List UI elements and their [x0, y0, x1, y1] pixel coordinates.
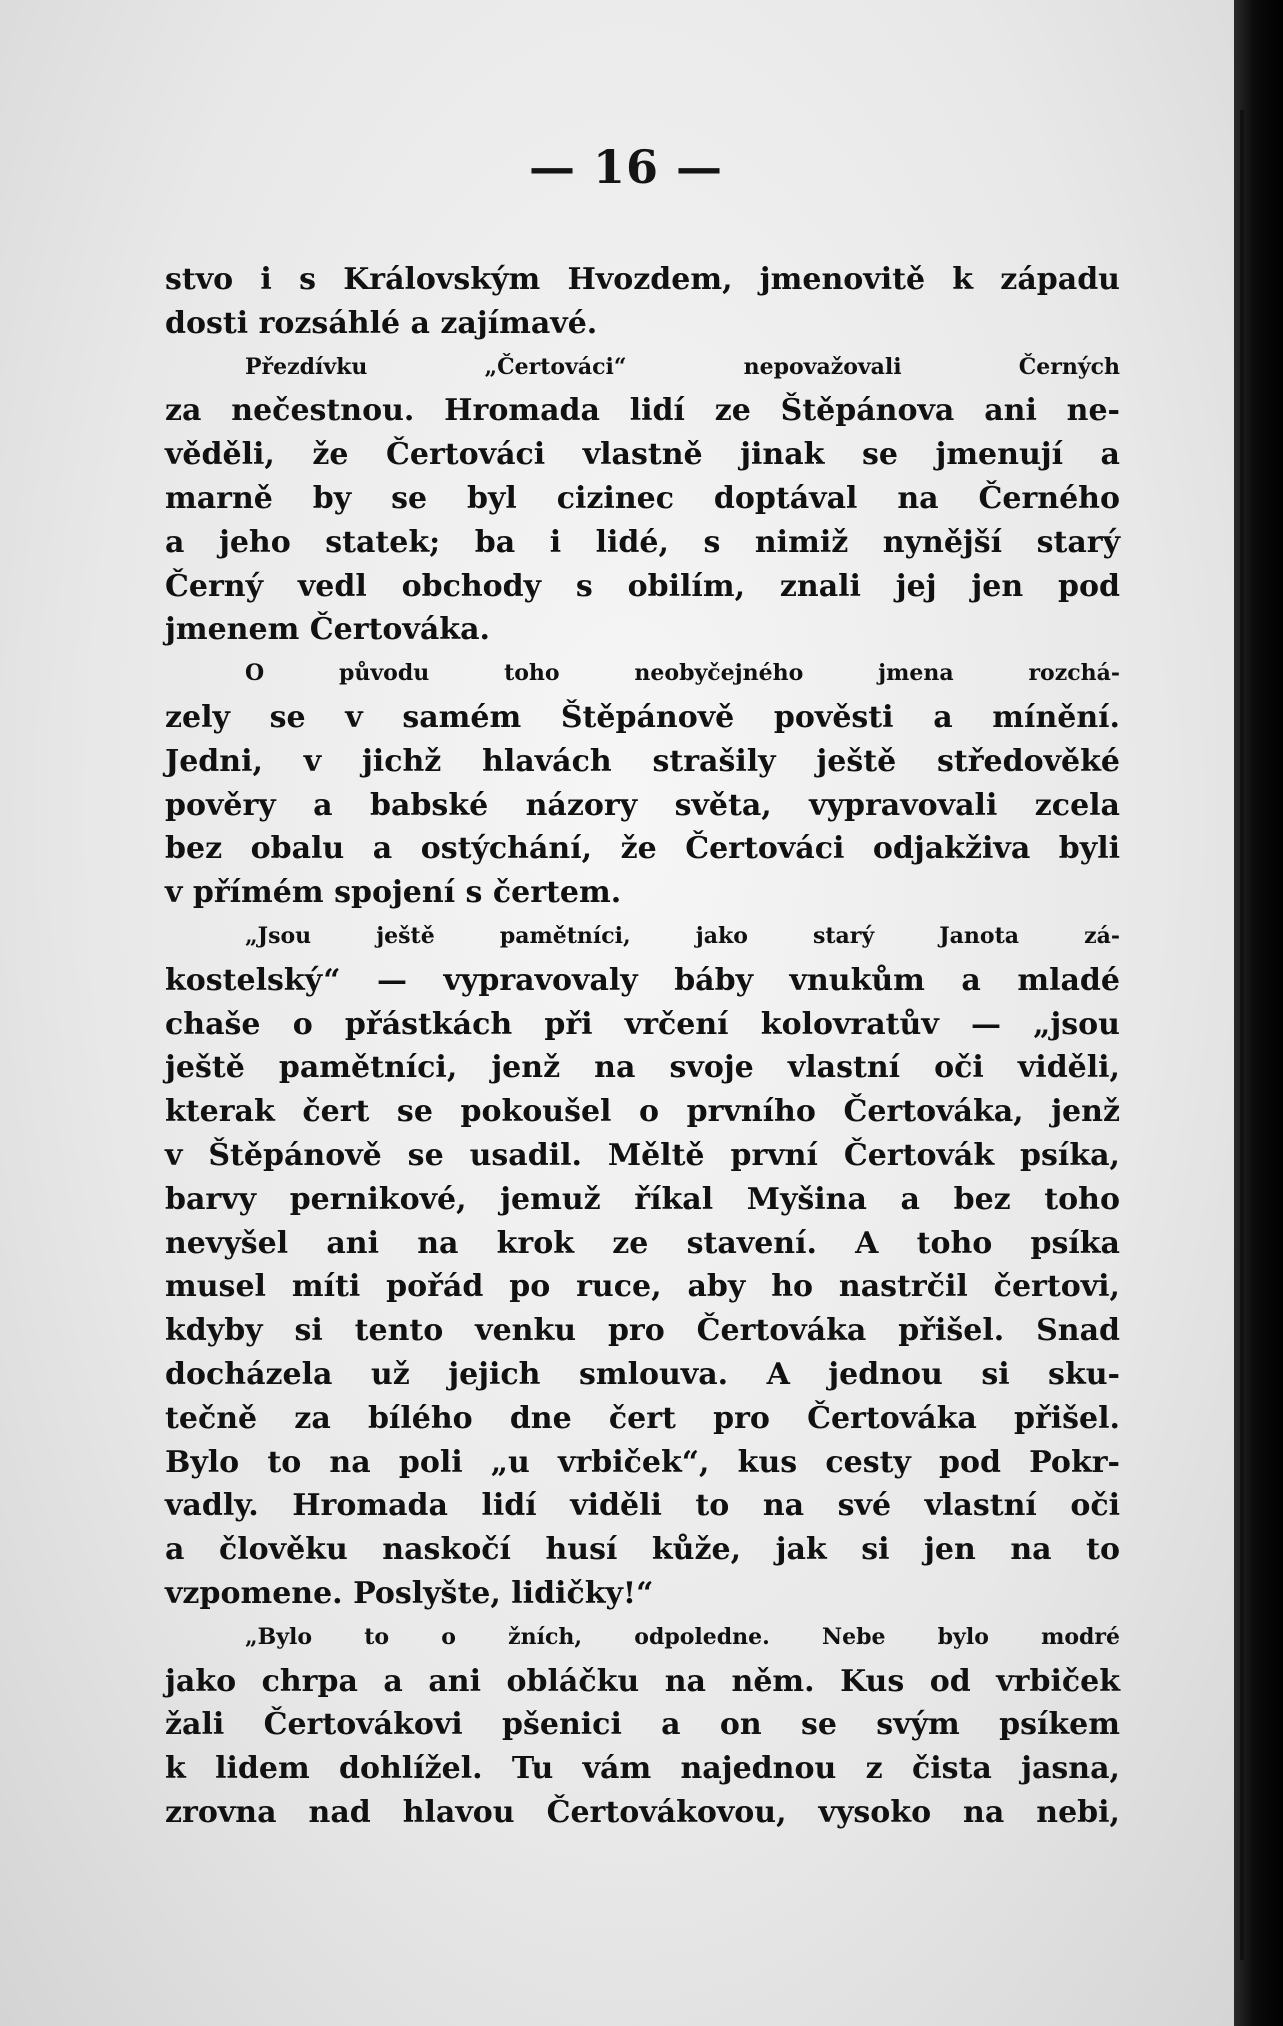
text-line: vzpomene. Poslyšte, lidičky!“	[165, 1575, 654, 1611]
body-text	[165, 258, 1120, 1835]
text-line: ještě pamětníci, jenž na svoje vlastní oči viděli,	[165, 1050, 1120, 1086]
text-line: jmenem Čertováka.	[165, 612, 490, 648]
text-line: chaše o přástkách při vrčení kolovratův — „jsou	[165, 1006, 1120, 1042]
text-line: pověry a babské názory světa, vypravovali zcela	[165, 787, 1120, 823]
text-line: v přímém spojení s čertem.	[165, 875, 622, 911]
text-line: nevyšel ani na krok ze stavení. A toho psíka	[165, 1225, 1120, 1261]
text-line: jako chrpa a ani obláčku na něm. Kus od vrbiček	[165, 1663, 1120, 1699]
text-line: Černý vedl obchody s obilím, znali jej jen pod	[165, 568, 1120, 604]
text-line: „Bylo to o žních, odpoledne. Nebe bylo modré	[245, 1623, 1120, 1650]
text-line: musel míti pořád po ruce, aby ho nastrčil čertovi,	[165, 1269, 1120, 1305]
text-line: stvo i s Královským Hvozdem, jmenovitě k západu	[165, 262, 1120, 297]
text-line: kterak čert se pokoušel o prvního Čertováka, jenž	[165, 1094, 1120, 1130]
text-line: zrovna nad hlavou Čertovákovou, vysoko na nebi,	[165, 1794, 1120, 1830]
text-line: v Štěpánově se usadil. Měltě první Čertovák psíka,	[165, 1137, 1120, 1173]
text-line: Přezdívku „Čertováci“ nepovažovali Černých	[245, 353, 1120, 380]
text-line: vadly. Hromada lidí viděli to na své vlastní oči	[165, 1488, 1120, 1524]
text-line: a jeho statek; ba i lidé, s nimiž nynější starý	[165, 524, 1120, 560]
text-line: „Jsou ještě pamětníci, jako starý Janota zá-	[245, 922, 1120, 949]
text-line: marně by se byl cizinec doptával na Černého	[165, 480, 1120, 516]
page-number: — 16 —	[528, 140, 724, 194]
text-line: Jedni, v jichž hlavách strašily ještě středověké	[165, 743, 1120, 779]
text-line: za nečestnou. Hromada lidí ze Štěpánova ani ne-	[165, 393, 1120, 429]
text-line: bez obalu a ostýchání, že Čertováci odjakživa byli	[165, 831, 1120, 867]
text-line: tečně za bílého dne čert pro Čertováka přišel.	[165, 1400, 1120, 1436]
text-line: k lidem dohlížel. Tu vám najednou z čista jasna,	[165, 1751, 1120, 1787]
text-line: barvy pernikové, jemuž říkal Myšina a bez toho	[165, 1181, 1120, 1217]
text-line: dosti rozsáhlé a zajímavé.	[165, 305, 598, 341]
text-line: věděli, že Čertováci vlastně jinak se jmenují a	[165, 437, 1120, 473]
text-line: docházela už jejich smlouva. A jednou si sku-	[165, 1356, 1120, 1392]
binding-edge	[1240, 110, 1244, 1960]
text-line: O původu toho neobyčejného jmena rozchá-	[245, 660, 1120, 687]
text-line: zely se v samém Štěpánově pověsti a mínění.	[165, 699, 1120, 735]
text-line: žali Čertovákovi pšenici a on se svým psíkem	[165, 1707, 1120, 1743]
text-line: Bylo to na poli „u vrbiček“, kus cesty pod Pokr-	[165, 1444, 1120, 1480]
text-line: a člověku naskočí husí kůže, jak si jen na to	[165, 1532, 1120, 1568]
text-line: kostelský“ — vypravovaly báby vnukům a mladé	[165, 962, 1120, 998]
text-line: kdyby si tento venku pro Čertováka přišel. Snad	[165, 1313, 1120, 1349]
